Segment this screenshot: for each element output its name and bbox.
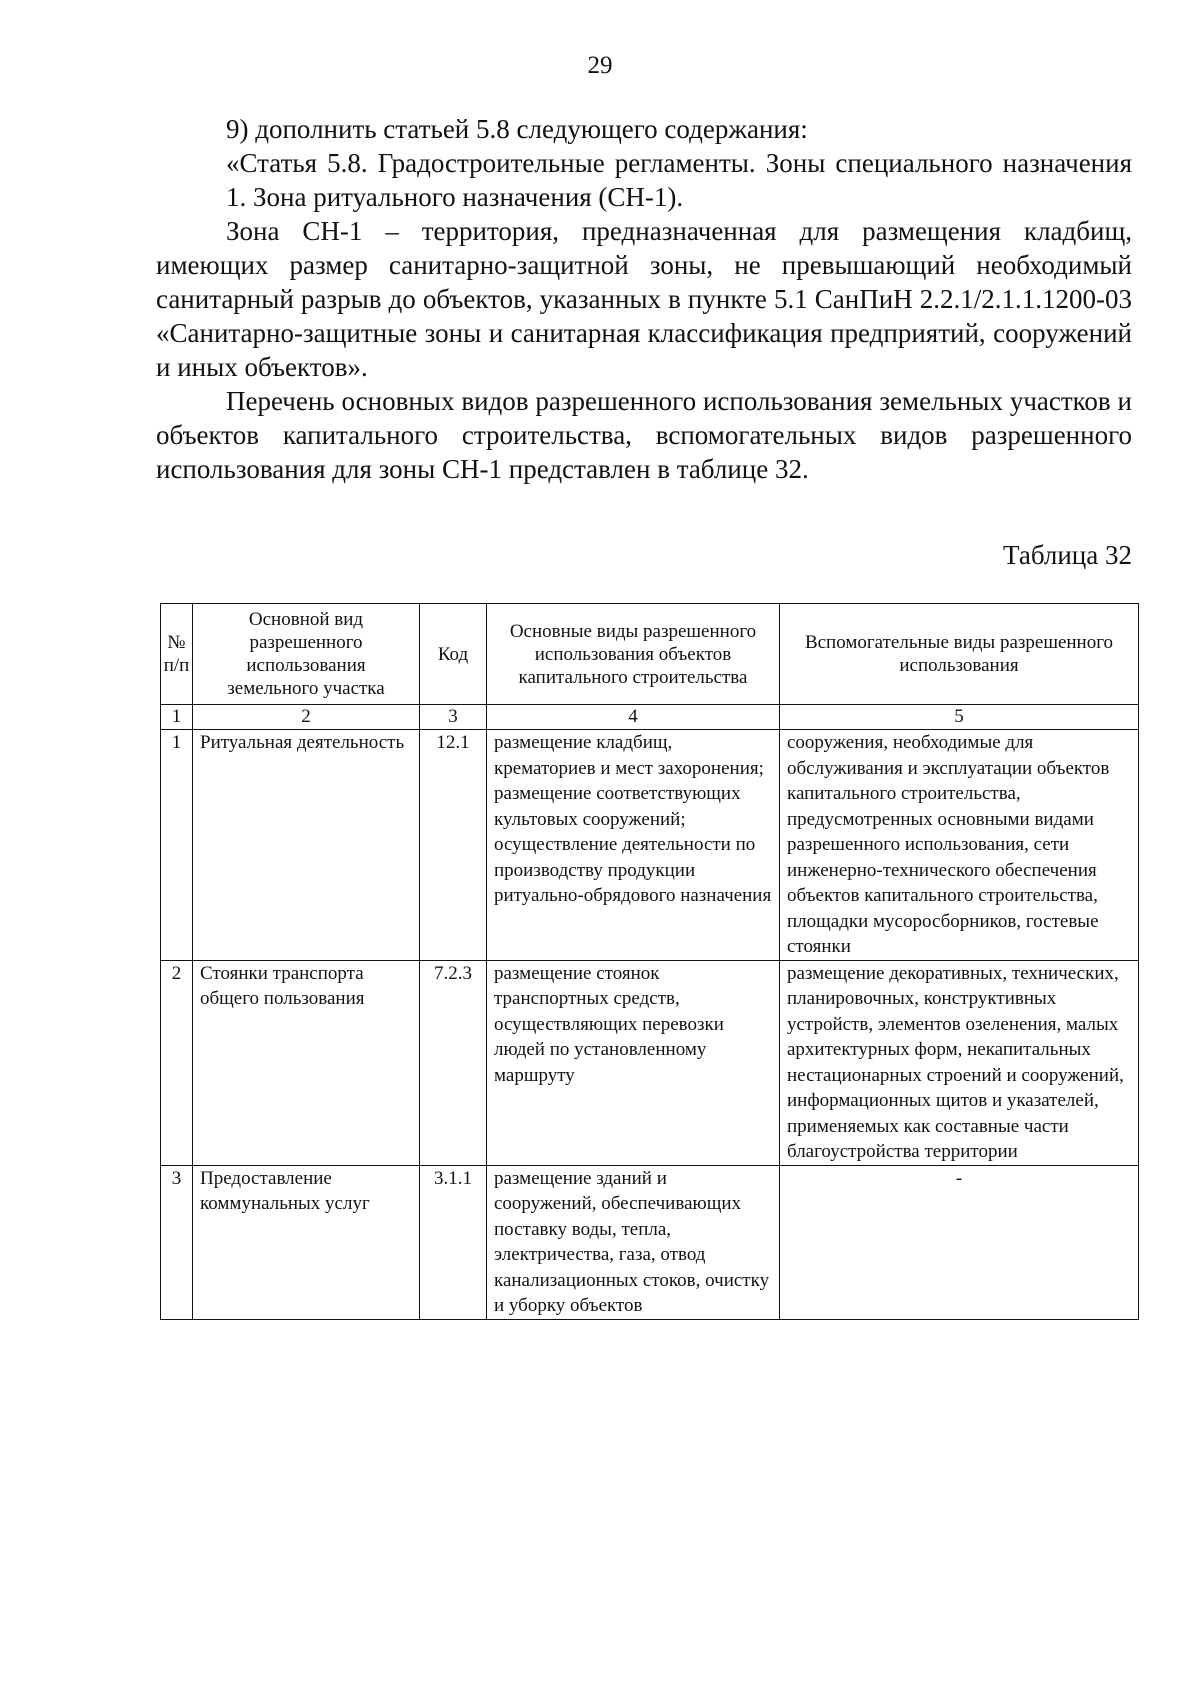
zone-description: Зона СН-1 – территория, предназначенная для размещения кладбищ, имеющих размер санитарно-защитной зоны, не превышающий необходимый санитарный разрыв до объектов, указанных в пункте 5.1 СанПиН 2.2.1/2.1.1.1200-03 «Санитарно-защитные зоны и санитарная классификация предприятий, сооружений и иных объектов».: [156, 216, 1132, 382]
table-row: [161, 730, 1139, 961]
column-number: 5: [780, 705, 1139, 730]
land-use-cell: Ритуальная деятельность: [193, 730, 420, 961]
land-use-cell: Предоставление коммунальных услуг: [193, 1165, 420, 1319]
page-number: 29: [587, 52, 613, 79]
row-number: 2: [161, 960, 193, 1165]
row-number: 3: [161, 1165, 193, 1319]
main-uses-cell: размещение кладбищ, крематориев и мест захоронения; размещение соответствующих культовых сооружений; осуществление деятельности по производству продукции ритуально-обрядового назначения: [487, 730, 780, 961]
header-aux-uses: Вспомогательные виды разрешенного использования: [780, 604, 1139, 705]
row-number: 1: [161, 730, 193, 961]
code-cell: 3.1.1: [420, 1165, 487, 1319]
table-row: [161, 1165, 1139, 1319]
header-code: Код: [420, 604, 487, 705]
column-number: 2: [193, 705, 420, 730]
code-cell: 7.2.3: [420, 960, 487, 1165]
land-use-cell: Стоянки транспорта общего пользования: [193, 960, 420, 1165]
code-cell: 12.1: [420, 730, 487, 961]
column-number-row: [161, 705, 1139, 730]
regulations-table: [160, 603, 1139, 1320]
header-num: № п/п: [161, 604, 193, 705]
table-reference: Перечень основных видов разрешенного использования земельных участков и объектов капитального строительства, вспомогательных видов разрешенного использования для зоны СН-1 представлен в таблице 32.: [156, 386, 1132, 484]
header-land-use: Основной вид разрешенного использования земельного участка: [193, 604, 420, 705]
table-header-row: [161, 604, 1139, 705]
aux-uses-cell: сооружения, необходимые для обслуживания и эксплуатации объектов капитального строительства, предусмотренных основными видами разрешенного использования, сети инженерно-технического обеспечения объектов капитального строительства, площадки мусоросборников, гостевые стоянки: [780, 730, 1139, 961]
article-heading: «Статья 5.8. Градостроительные регламенты. Зоны специального назначения: [226, 148, 1132, 178]
table-caption: Таблица 32: [1003, 540, 1132, 570]
main-uses-cell: размещение зданий и сооружений, обеспечивающих поставку воды, тепла, электричества, газа, отвод канализационных стоков, очистку и уборку объектов: [487, 1165, 780, 1319]
aux-uses-cell: -: [780, 1165, 1139, 1319]
column-number: 3: [420, 705, 487, 730]
aux-uses-cell: размещение декоративных, технических, планировочных, конструктивных устройств, элементов озеленения, малых архитектурных форм, некапитальных нестационарных строений и сооружений, информационных щитов и указателей, применяемых как составные части благоустройства территории: [780, 960, 1139, 1165]
table-row: [161, 960, 1139, 1165]
amendment-intro: 9) дополнить статьей 5.8 следующего содержания:: [226, 114, 808, 144]
zone-title: 1. Зона ритуального назначения (СН-1).: [226, 182, 684, 212]
document-body: [156, 112, 1132, 486]
header-main-uses: Основные виды разрешенного использования объектов капитального строительства: [487, 604, 780, 705]
column-number: 4: [487, 705, 780, 730]
column-number: 1: [161, 705, 193, 730]
main-uses-cell: размещение стоянок транспортных средств, осуществляющих перевозки людей по установленному маршруту: [487, 960, 780, 1165]
